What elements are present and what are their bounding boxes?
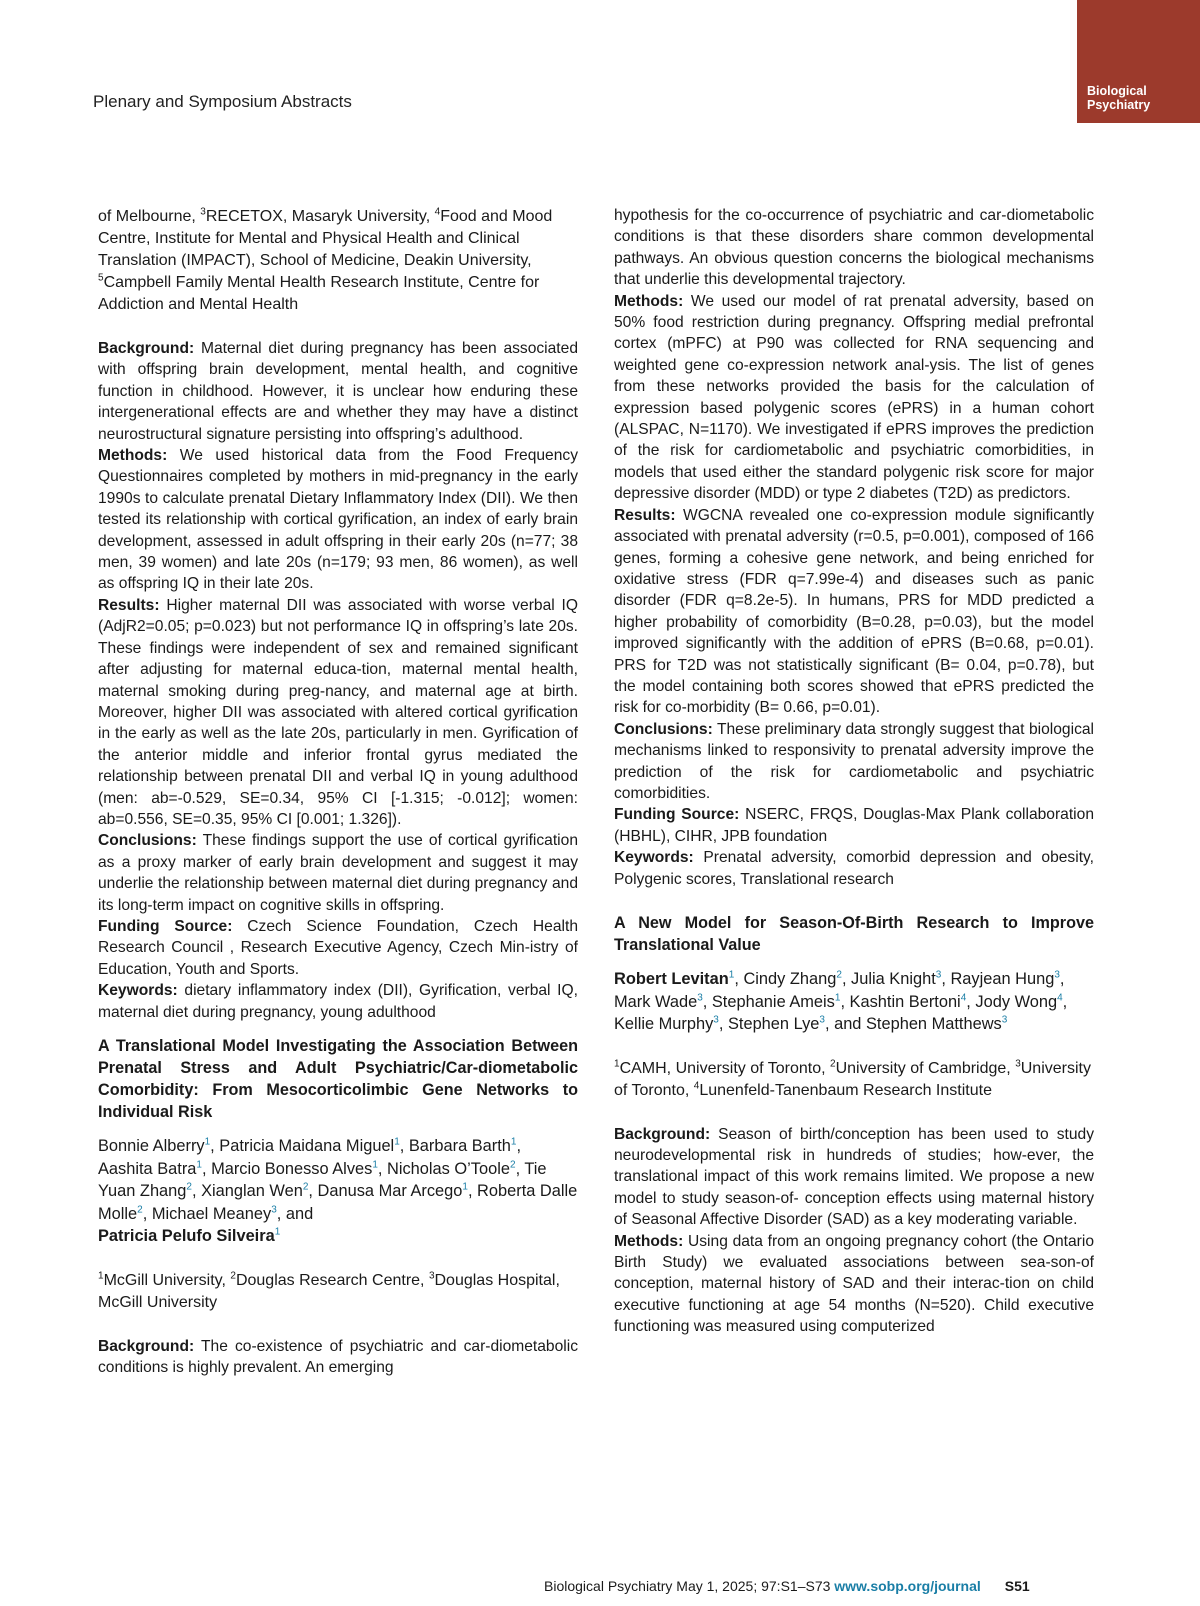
author-affil-number: 3 [1001,1014,1008,1026]
page-footer [544,1578,1030,1594]
author-name: Xianglan Wen [201,1182,303,1200]
author-name: Danusa Mar Arcego [317,1182,463,1200]
author-separator: , [1062,992,1068,1011]
author-separator: , [941,970,951,988]
abstract-title: A Translational Model Investigating the Association Between Prenatal Stress and Adult Psychiatric/Car-diometabolic Comorbidity: From Mesocorticolimbic Gene Networks to Individual Risk [98,1037,578,1121]
author-affil-number: 1 [196,1159,202,1171]
author-affil-number: 4 [1057,992,1063,1004]
author-affil-number: 3 [713,1014,719,1026]
affiliations: $^1$McGill University, $^2$Douglas Research Centre, $^3$Douglas Hospital, McGill University [98,1270,560,1311]
journal-link[interactable]: www.sobp.org/journal [834,1578,981,1594]
author-name: Bonnie Alberry [98,1137,205,1155]
author-separator: , [191,1182,202,1200]
author-name: Roberta Dalle Molle [98,1182,578,1223]
author-affil-number: 1 [462,1181,468,1193]
author-separator: , [467,1182,478,1200]
author-separator: , [718,1015,728,1033]
journal-tab-line1: Biological [1087,84,1147,98]
author-separator: , and [824,1015,866,1033]
author-name: Nicholas O’Toole [387,1159,510,1178]
author-affil-number: 1 [372,1159,378,1171]
author-separator: , [1059,970,1065,988]
author-name: Barbara Barth [408,1137,511,1155]
author-name: Jody Wong [975,992,1058,1011]
author-separator: , [841,970,852,988]
footer-citation: Biological Psychiatry May 1, 2025; 97:S1–S73 [544,1578,835,1594]
author-affil-number: 2 [186,1181,192,1193]
keywords-paragraph: Keywords: Prenatal adversity, comorbid depression and obesity, Polygenic scores, Translational research [614,849,1094,888]
conclusions-paragraph: Conclusions: These preliminary data strongly suggest that biological mechanisms linked to responsivity to prenatal adversity improve the prediction of the risk for cardiometabolic and psychiatric comorbidities. [614,720,1094,802]
conclusions-paragraph: Conclusions: These findings support the use of cortical gyrification as a proxy marker of early brain development and suggest it may underlie the relationship between maternal diet during pregnancy and its long-term impact on cognitive skills in offspring. [98,832,578,914]
author-separator: , [142,1204,152,1223]
author-affil-number: 1 [728,969,735,981]
affiliations-continued: of Melbourne, $^3$RECETOX, Masaryk University, $^4$Food and Mood Centre, Institute for Mental and Physical Health and Clinical Translation (IMPACT), School of Medicine, Deakin University, $^5$Campbell Family Mental Health Research Institute, Centre for Addiction and Mental Health [98,206,553,313]
author-name: Stephen Lye [727,1015,820,1033]
author-affil-number: 3 [935,969,942,981]
page-number: S51 [1004,1578,1030,1594]
author-name: Patricia Maidana Miguel [219,1137,395,1155]
author-affil-number: 2 [137,1204,143,1216]
author-affil-number: 1 [394,1136,400,1148]
author-separator: , [201,1159,212,1178]
author-separator: , [515,1159,525,1178]
background-paragraph: Background: The co-existence of psychiatric and car-diometabolic conditions is highly prevalent. An emerging [98,1337,578,1376]
funding-paragraph: Funding Source: Czech Science Foundation, Czech Health Research Council , Research Executive Agency, Czech Min-istry of Education, Youth and Sports. [98,917,578,978]
abstract-title: A New Model for Season-Of-Birth Research to Improve Translational Value [614,914,1094,954]
author-affil-number: 1 [510,1136,517,1148]
author-affil-number: 3 [1054,969,1060,981]
author-name: Tie Yuan Zhang [98,1159,547,1200]
author-affil-number: 3 [271,1204,277,1216]
author-separator: , [377,1159,387,1178]
background-paragraph: Background: Season of birth/conception has been used to study neurodevelopmental risk in hundreds of studies; how-ever, the translational impact of this work remains limited. We propose a new model to study season-of- conception effects using maternal history of Seasonal Affective Disorder (SAD) as a key moderating variable. [614,1125,1094,1229]
journal-tab-line2: Psychiatry [1087,98,1151,112]
author-affil-number: 4 [960,992,967,1004]
author-affil-number: 1 [274,1226,281,1238]
author-affil-number: 1 [204,1136,211,1148]
running-header: Plenary and Symposium Abstracts [93,92,352,111]
results-paragraph: Results: Higher maternal DII was associated with worse verbal IQ (AdjR2=0.05; p=0.023) but not performance IQ in offspring’s late 20s. These findings were independent of sex and remained significant after adjusting for maternal educa-tion, maternal mental health, maternal smoking during preg-nancy, and maternal age at birth. Moreover, higher DII was associated with altered cortical gyrification in the early as well as the late 20s, particularly in men. Gyrification of the anterior middle and inferior frontal gyrus mediated the relationship between prenatal DII and verbal IQ in young adulthood (men: ab=-0.529, SE=0.34, 95% CI [-1.315; -0.012]; women: ab=0.556, SE=0.35, 95% CI [0.001; 1.326]). [98,596,578,828]
journal-tab [1077,0,1200,123]
results-paragraph: Results: WGCNA revealed one co-expression module significantly associated with prenatal adversity (r=0.5, p=0.001), composed of 166 genes, forming a cohesive gene network, and being enriched for oxidative stress (FDR q=7.99e-4) and diseases such as panic disorder (FDR q=8.2e-5). In humans, PRS for MDD predicted a higher probability of comorbidity (B=0.28, p=0.03), but the model improved significantly with the addition of ePRS (B=0.68, p=0.01). PRS for T2D was not statistically significant (B= 0.04, p=0.78), but the model containing both scores showed that ePRS predicted the risk for co-morbidity (B= 0.66, p=0.01). [614,506,1094,717]
author-separator: , [308,1182,318,1200]
author-separator: , and [276,1204,314,1223]
author-affil-number: 3 [819,1014,825,1026]
author-name: Michael Meaney [151,1204,272,1223]
author-name: Aashita Batra [98,1159,197,1178]
funding-paragraph: Funding Source: NSERC, FRQS, Douglas-Max Plank collaboration (HBHL), CIHR, JPB foundation [614,806,1094,845]
author-name: Mark Wade [614,992,698,1011]
author-name: Kellie Murphy [614,1015,714,1033]
author-affil-number: 2 [836,969,842,981]
author-list: Robert Levitan$^1$, Cindy Zhang$^2$, Julia Knight$^3$, Rayjean Hung$^3$, Mark Wade$^3$, Stephanie Ameis$^1$, Kashtin Bertoni$^4$, Jody Wong$^4$, Kellie Murphy$^3$, Stephen Lye$^3$, and Stephen Matthews$^3$ [614,969,1068,1033]
right-column [614,205,1094,1338]
methods-paragraph: Methods: Using data from an ongoing pregnancy cohort (the Ontario Birth Study) we evaluated associations between sea-son-of conception, maternal history of SAD and their interac-tion on child executive functioning at age 54 months (N=520). Child executive functioning was measured using computerized [614,1232,1094,1336]
author-name: Marcio Bonesso Alves [211,1159,373,1178]
author-affil-number: 1 [834,992,841,1004]
author-separator: , [210,1137,220,1155]
author-name: Stephanie Ameis [711,992,835,1011]
methods-paragraph: Methods: We used historical data from the Food Frequency Questionnaires completed by mothers in mid-pregnancy in the early 1990s to calculate prenatal Dietary Inflammatory Index (DII). We then tested its relationship with cortical gyrification, an index of early brain development, assessed in adult offspring in their early 20s (n=77; 38 men, 39 women) and late 20s (n=179; 93 men, 86 women), as well as offspring IQ in their late 20s. [98,447,578,593]
author-name: Stephen Matthews [865,1015,1002,1033]
presenting-author: Patricia Pelufo Silveira [98,1227,275,1245]
author-list [98,1135,578,1248]
author-separator: , [516,1137,522,1155]
presenting-author: Robert Levitan [614,970,729,988]
keywords-paragraph: Keywords: dietary inflammatory index (DII), Gyrification, verbal IQ, maternal diet during pregnancy, young adulthood [98,982,578,1021]
left-column [98,206,578,1378]
affiliations: $^1$CAMH, University of Toronto, $^2$University of Cambridge, $^3$University of Toronto, $^4$Lunenfeld-Tanenbaum Research Institute [614,1058,1091,1099]
author-affil-number: 2 [510,1159,516,1171]
methods-paragraph: Methods: We used our model of rat prenatal adversity, based on 50% food restriction during pregnancy. Offspring medial prefrontal cortex (mPFC) at P90 was collected for RNA sequencing and weighted gene co-expression network anal-ysis. The list of genes from these networks provided the basis for the calculation of expression based polygenic scores (ePRS) in a human cohort (ALSPAC, N=1170). We investigated if ePRS improves the prediction of the risk for cardiometabolic and psychiatric comorbidities, in models that used either the standard polygenic risk score for major depressive disorder (MDD) or type 2 diabetes (T2D) as predictors. [614,292,1094,503]
author-separator: , [966,992,976,1011]
author-name: Rayjean Hung [950,970,1055,988]
author-name: Julia Knight [851,970,936,988]
author-name: Cindy Zhang [743,970,837,988]
author-name: Kashtin Bertoni [849,992,961,1011]
author-affil-number: 2 [302,1181,309,1193]
background-continued: hypothesis for the co-occurrence of psychiatric and car-diometabolic conditions is that these disorders share common developmental pathways. An obvious question concerns the biological mechanisms that underlie this developmental trajectory. [614,207,1094,289]
author-separator: , [702,992,712,1011]
background-paragraph: Background: Maternal diet during pregnancy has been associated with offspring brain development, mental health, and cognitive function in childhood. However, it is unclear how enduring these intergenerational effects are and whether they may have a distinct neurostructural signature persisting into offspring’s adulthood. [98,340,578,443]
author-separator: , [840,992,850,1011]
author-affil-number: 3 [697,992,703,1004]
author-separator: , [399,1137,409,1155]
